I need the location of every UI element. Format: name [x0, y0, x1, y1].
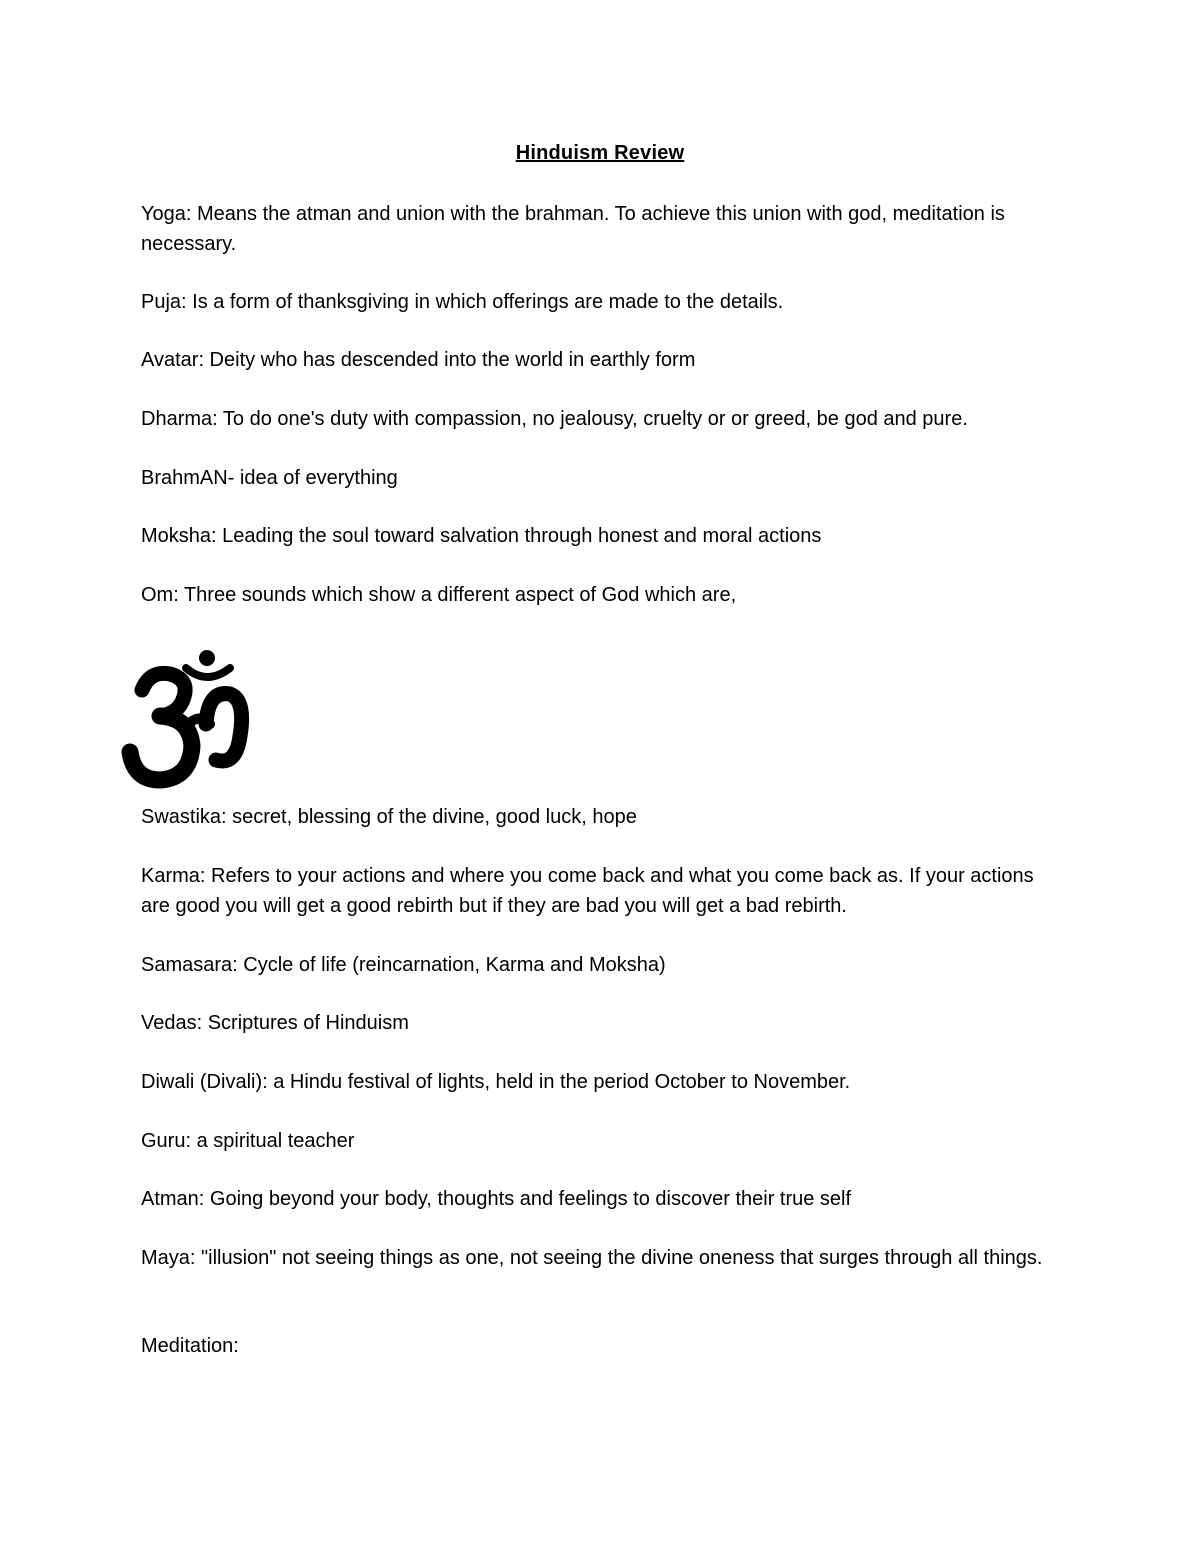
entry-swastika: Swastika: secret, blessing of the divine, good luck, hope [141, 806, 637, 828]
entry-samasara: Samasara: Cycle of life (reincarnation, Karma and Moksha) [141, 954, 666, 976]
entry-om: Om: Three sounds which show a different aspect of God which are, [141, 584, 737, 606]
entry-dharma: Dharma: To do one's duty with compassion, no jealousy, cruelty or or greed, be god and pure. [141, 408, 968, 430]
entry-atman: Atman: Going beyond your body, thoughts and feelings to discover their true self [141, 1188, 852, 1210]
entry-meditation: Meditation: [141, 1335, 239, 1357]
om-symbol-icon [120, 640, 260, 790]
entry-puja: Puja: Is a form of thanksgiving in which offerings are made to the details. [141, 291, 784, 313]
entry-guru: Guru: a spiritual teacher [141, 1130, 355, 1152]
entry-yoga: Yoga: Means the atman and union with the brahman. To achieve this union with god, meditation is necessary. [141, 203, 1005, 255]
entry-vedas: Vedas: Scriptures of Hinduism [141, 1012, 409, 1034]
entry-diwali: Diwali (Divali): a Hindu festival of lights, held in the period October to November. [141, 1071, 851, 1093]
document-title: Hinduism Review [515, 142, 685, 164]
entry-maya: Maya: "illusion" not seeing things as one, not seeing the divine oneness that surges through all things. [141, 1247, 1043, 1269]
entry-moksha: Moksha: Leading the soul toward salvation through honest and moral actions [141, 525, 822, 547]
entry-karma: Karma: Refers to your actions and where you come back and what you come back as. If your actions are good you will get a good rebirth but if they are bad you will get a bad rebirth. [141, 865, 1034, 917]
entry-avatar: Avatar: Deity who has descended into the world in earthly form [141, 349, 696, 371]
entry-brahman: BrahmAN- idea of everything [141, 467, 398, 489]
